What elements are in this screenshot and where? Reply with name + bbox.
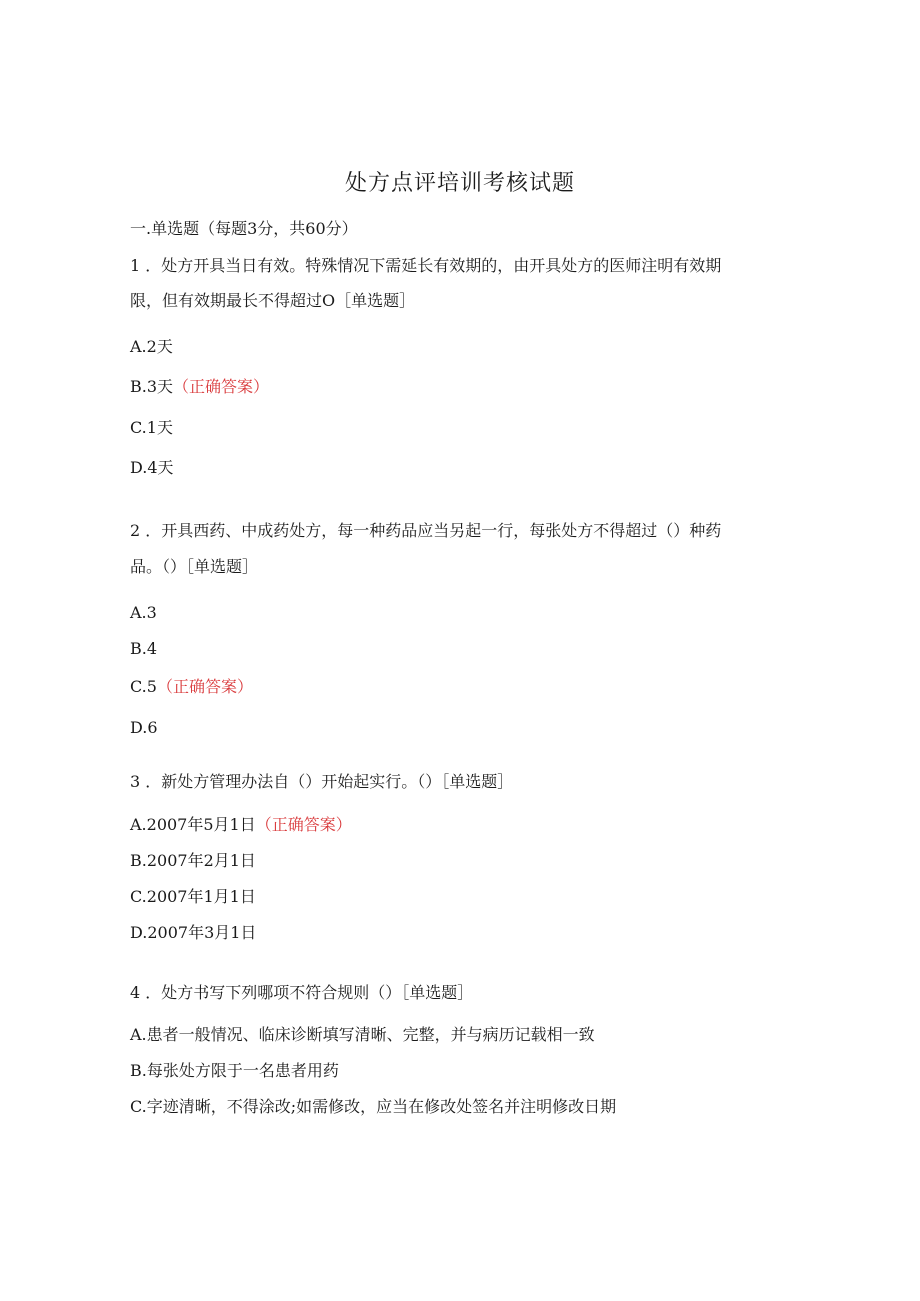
correct-answer-mark: （正确答案）	[255, 815, 352, 834]
question-4-stem-line-1: 4 ．处方书写下列哪项不符合规则（）［单选题］	[130, 983, 474, 1002]
question-3-option-d: D.2007年3月1日	[130, 923, 257, 942]
question-1-stem-line-1: 1 ．处方开具当日有效。特殊情况下需延长有效期的，由开具处方的医师注明有效期	[130, 256, 722, 275]
question-3-option-c: C.2007年1月1日	[130, 887, 256, 906]
section-heading: 一.单选题（每题3分，共60分）	[130, 219, 358, 238]
question-2-option-b: B.4	[130, 639, 158, 658]
correct-answer-mark: （正确答案）	[173, 377, 270, 396]
question-1-option-c: C.1天	[130, 418, 173, 437]
option-text: A.2007年5月1日	[130, 815, 256, 834]
question-1-option-b	[130, 377, 269, 397]
question-2-option-d: D.6	[130, 718, 158, 737]
question-3-option-b: B.2007年2月1日	[130, 851, 256, 870]
question-1-option-d: D.4天	[130, 458, 174, 477]
question-4-option-c: C.字迹清晰，不得涂改;如需修改，应当在修改处签名并注明修改日期	[130, 1097, 617, 1116]
question-2-stem-line-1: 2 ．开具西药、中成药处方，每一种药品应当另起一行，每张处方不得超过（）种药	[130, 521, 722, 540]
option-text: C.5	[130, 677, 157, 696]
page-title: 处方点评培训考核试题	[344, 171, 575, 196]
question-3-stem-line-1: 3 ．新处方管理办法自（）开始起实行。（）［单选题］	[130, 772, 514, 791]
correct-answer-mark: （正确答案）	[156, 677, 253, 696]
question-4-option-a: A.患者一般情况、临床诊断填写清晰、完整，并与病历记载相一致	[130, 1025, 595, 1044]
question-1-option-a: A.2天	[130, 337, 173, 356]
question-2-option-a: A.3	[130, 603, 157, 622]
question-4-option-b: B.每张处方限于一名患者用药	[130, 1061, 339, 1080]
question-2-stem-line-2: 品。（）［单选题］	[130, 557, 259, 576]
question-1-stem-line-2: 限，但有效期最长不得超过O［单选题］	[130, 291, 416, 310]
option-text: B.3天	[130, 377, 174, 396]
question-2-option-c	[130, 677, 253, 697]
question-3-option-a	[130, 815, 352, 835]
